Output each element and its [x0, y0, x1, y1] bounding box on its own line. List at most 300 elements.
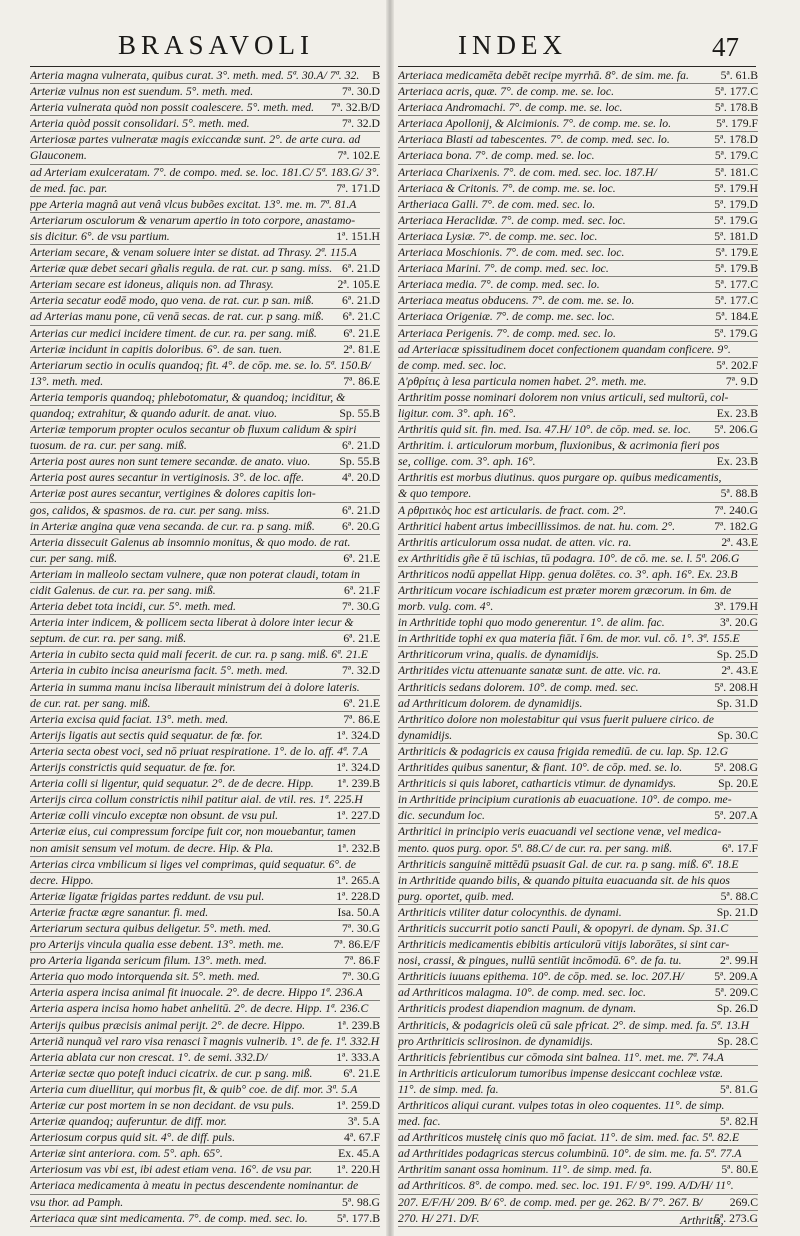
entry-reference: 2ª. 105.E: [334, 277, 380, 293]
entry-text: Arthritis articulorum ossa nudat. de atten. vic. ra.: [398, 535, 632, 549]
entry-reference: 7ª. 9.D: [723, 374, 758, 390]
index-entry-line: [30, 744, 380, 760]
entry-reference: 7ª. 32.B/D: [328, 100, 380, 116]
entry-text: in Arteriæ angina quæ vena secanda. de cur. ra. p sang. miß.: [30, 519, 315, 533]
index-entry-line: [30, 1082, 380, 1098]
index-entry-line: [398, 663, 758, 679]
entry-reference: 269.C: [727, 1195, 758, 1211]
entry-text: Arteriam secare est idoneus, aliquis non. ad Thrasy.: [30, 278, 274, 292]
entry-text: Arteriaca Perigenis. 7°. de comp. med. sec. lo.: [398, 326, 616, 340]
entry-text: Arteria colli si ligentur, quid sequatur. 2°. de de decre. Hipp.: [30, 777, 314, 791]
index-entry-line: [398, 889, 758, 905]
entry-text: vsu thor. ad Pamph.: [30, 1195, 124, 1209]
entry-reference: 6ª. 21.D: [339, 293, 380, 309]
index-column-right: [398, 68, 758, 1227]
entry-text: non amisit sensum vel motum. de decre. Hip. & Pla.: [30, 841, 274, 855]
index-entry-line: [398, 583, 758, 599]
index-entry-line: [398, 293, 758, 309]
index-entry-line: [398, 1195, 758, 1211]
entry-reference: 7ª. 240.G: [711, 503, 758, 519]
index-entry-line: [30, 985, 380, 1001]
index-entry-line: [398, 824, 758, 840]
entry-reference: 7ª. 32.D: [339, 116, 380, 132]
index-entry-line: [398, 599, 758, 615]
entry-text: Arthriticis iuuans epithema. 10°. de cōp. med. se. loc. 207.H/: [398, 970, 684, 984]
index-entry-line: [30, 631, 380, 647]
entry-text: Arthritis est morbus diutinus. quos purgare op. quibus medicamentis,: [398, 471, 722, 485]
index-entry-line: [30, 1195, 380, 1211]
entry-reference: 5ª. 179.F: [713, 116, 758, 132]
entry-text: Arteria in cubito incisa aneurisma facit. 5°. meth. med.: [30, 664, 288, 678]
entry-reference: 5ª. 178.D: [711, 132, 758, 148]
entry-text: A'ρθρίτις à lesa particula nomen habet. 2°. meth. me.: [398, 374, 647, 388]
entry-reference: 7ª. 86.E/F: [331, 937, 380, 953]
index-entry-line: [30, 358, 380, 374]
entry-text: Arteriæ ligatæ frigidas partes reddunt. de vsu pul.: [30, 889, 265, 903]
index-entry-line: [30, 374, 380, 390]
running-head-author: BRASAVOLI: [118, 30, 315, 60]
entry-text: med. fac.: [398, 1115, 441, 1129]
index-entry-line: [30, 293, 380, 309]
entry-text: Arteriaca media. 7°. de comp. med. sec. lo.: [398, 278, 600, 292]
entry-reference: 1ª. 333.A: [333, 1050, 380, 1066]
entry-text: ad Arthriticos malagma. 10°. de comp. med. sec. loc.: [398, 986, 646, 1000]
index-entry-line: [30, 486, 380, 502]
index-entry-line: [398, 631, 758, 647]
index-entry-line: [30, 342, 380, 358]
index-entry-line: [30, 857, 380, 873]
entry-reference: 6ª. 21.E: [340, 696, 380, 712]
index-entry-line: [30, 1098, 380, 1114]
index-entry-line: [398, 873, 758, 889]
entry-text: Arteriæ eius, cui compressum forcipe fuit cor, non mouebantur, tamen: [30, 825, 356, 839]
entry-text: Arteriaca Origeniæ. 7°. de comp. me. sec. loc.: [398, 310, 615, 324]
entry-reference: 5ª. 82.H: [717, 1114, 758, 1130]
entry-text: quandoq; extrahitur, & quando adurit. de anat. viuo.: [30, 406, 278, 420]
entry-reference: 1ª. 151.H: [333, 229, 380, 245]
entry-text: Arteriam in malleolo sectam vulnere, quæ non poterat claudi, totam in: [30, 567, 361, 581]
index-entry-line: [30, 599, 380, 615]
entry-reference: Ex. 23.B: [714, 406, 758, 422]
index-entry-line: [398, 470, 758, 486]
index-entry-line: [398, 921, 758, 937]
index-entry-line: [398, 760, 758, 776]
index-entry-line: [398, 937, 758, 953]
entry-reference: 1ª. 220.H: [333, 1162, 380, 1178]
index-entry-line: [398, 197, 758, 213]
entry-text: Arthriticos nodū appellat Hipp. genua dolētes. co. 3°. aph. 16°. Ex. 23.B: [398, 567, 738, 581]
entry-text: septum. de cur. ra. per sang. miß.: [30, 632, 187, 646]
entry-reference: Sp. 55.B: [336, 454, 380, 470]
index-entry-line: [398, 551, 758, 567]
index-entry-line: [398, 1114, 758, 1130]
entry-text: Arteria quòd possit consolidari. 5°. meth. med.: [30, 117, 250, 131]
index-entry-line: [30, 760, 380, 776]
entry-text: ad Arthritides podagricas stercus columbinū. 10°. de sim. me. fa. 5ª. 77.A: [398, 1147, 742, 1161]
entry-reference: 6ª. 21.C: [340, 309, 380, 325]
index-entry-line: [398, 712, 758, 728]
index-entry-line: [30, 905, 380, 921]
page-gutter: [386, 0, 394, 1236]
entry-text: Arteriosæ partes vulneratæ magis exiccandæ sunt. 2°. de arte cura. ad: [30, 133, 361, 147]
entry-reference: Ex. 45.A: [335, 1146, 380, 1162]
entry-text: Arteria in summa manu incisa liberauit ministrum dei à dolore lateris.: [30, 680, 360, 694]
index-entry-line: [30, 889, 380, 905]
index-entry-line: [30, 519, 380, 535]
entry-text: Arteriaca acris, quæ. 7°. de comp. me. se. loc.: [398, 85, 614, 99]
index-entry-line: [30, 567, 380, 583]
entry-reference: 7ª. 102.E: [334, 148, 380, 164]
entry-text: Arteria secatur eodē modo, quo vena. de rat. cur. p san. miß.: [30, 294, 315, 308]
entry-text: mento. quos purg. opor. 5ª. 88.C/ de cur. ra. per sang. miß.: [398, 841, 673, 855]
entry-text: Arteria post aures non sunt temere secandæ. de anato. viuo.: [30, 455, 311, 469]
entry-text: Artheriaca Galli. 7°. de com. med. sec. lo.: [398, 197, 596, 211]
entry-reference: 5ª. 179.G: [711, 213, 758, 229]
entry-text: 13°. meth. med.: [30, 374, 104, 388]
entry-text: pro Arterijs vincula qualia esse debent. 13°. meth. me.: [30, 938, 284, 952]
entry-text: Arteria temporis quandoq; phlebotomatur, & quandoq; inciditur, &: [30, 390, 346, 404]
index-entry-line: [398, 503, 758, 519]
entry-reference: 5ª. 61.B: [718, 68, 758, 84]
index-entry-line: [30, 1050, 380, 1066]
entry-text: decre. Hippo.: [30, 873, 94, 887]
entry-text: Arthriticorum vrina, qualis. de dynamidijs.: [398, 648, 599, 662]
entry-text: Arterias cur medici incidere timent. de cur. ra. per sang. miß.: [30, 326, 317, 340]
entry-reference: 7ª. 182.G: [711, 519, 758, 535]
entry-text: Arteriaca Charixenis. 7°. de com. med. sec. loc. 187.H/: [398, 165, 657, 179]
entry-reference: 5ª. 206.G: [711, 422, 758, 438]
entry-text: Arthriticum vocare ischiadicum est præter morem græcorum. in 6m. de: [398, 584, 732, 597]
index-entry-line: [30, 100, 380, 116]
entry-text: Arteria ablata cur non crescat. 1°. de semi. 332.D/: [30, 1050, 268, 1064]
entry-text: Arteria magna vulnerata, quibus curat. 3°. meth. med. 5ª. 30.A/ 7ª. 32.: [30, 69, 360, 82]
entry-text: ad Arteriam exulceratam. 7°. de compo. med. se. loc. 181.C/ 5ª. 183.G/ 3°.: [30, 165, 380, 179]
entry-text: Arteriæ colli vinculo exceptæ non obsunt. de vsu pul.: [30, 809, 278, 823]
entry-text: Arteriosum corpus quid sit. 4°. de diff. puls.: [30, 1131, 235, 1145]
entry-reference: 2ª. 43.E: [718, 535, 758, 551]
entry-text: Arteriæ sectæ quo poteſt induci cicatrix. de cur. p sang. miß.: [30, 1066, 313, 1080]
index-entry-line: [30, 1211, 380, 1227]
entry-reference: 5ª. 177.C: [712, 293, 758, 309]
entry-reference: 5ª. 179.C: [712, 148, 758, 164]
entry-text: Arthriticis prodest diapendion magnum. de dynam.: [398, 1002, 637, 1016]
entry-text: Arteriaca meatus obducens. 7°. de com. me. se. lo.: [398, 294, 635, 308]
entry-text: gos, calidos, & spasmos. de ra. cur. per sang. miss.: [30, 503, 270, 517]
entry-text: Arthriticis succurrit potio sancti Pauli, & opopyri. de dynam. Sp. 31.C: [398, 921, 729, 935]
index-entry-line: [30, 1034, 380, 1050]
index-entry-line: [398, 1130, 758, 1146]
index-entry-line: [30, 680, 380, 696]
entry-text: Arteriæ quæ debet secari gñalis regula. de rat. cur. p sang. miss.: [30, 262, 333, 276]
entry-reference: 1ª. 228.D: [333, 889, 380, 905]
entry-text: ligitur. com. 3°. aph. 16°.: [398, 406, 517, 420]
entry-reference: Sp. 26.D: [714, 1001, 758, 1017]
entry-text: in Arthriticis articulorum tumoribus impense desiccant cochleæ vstæ.: [398, 1066, 724, 1080]
index-entry-line: [398, 969, 758, 985]
running-head-title: INDEX: [458, 30, 567, 60]
header-rule-left: [30, 66, 380, 67]
index-entry-line: [398, 1098, 758, 1114]
entry-text: Arthritim sanant ossa hominum. 11°. de simp. med. fa.: [398, 1163, 653, 1177]
entry-reference: 4ª. 67.F: [341, 1130, 380, 1146]
index-entry-line: [30, 1162, 380, 1178]
entry-text: Arteriæ cur post mortem in se non decidant. de vsu puls.: [30, 1099, 295, 1112]
index-entry-line: [398, 132, 758, 148]
index-entry-line: [398, 100, 758, 116]
index-entry-line: [30, 229, 380, 245]
entry-reference: 5ª. 209.A: [711, 969, 758, 985]
index-entry-line: [30, 953, 380, 969]
index-entry-line: [398, 841, 758, 857]
entry-text: ex Arthritidis gñe ē tū ischias, tū podagra. 10°. de cō. me. se. l. 5ª. 206.G: [398, 551, 740, 565]
entry-text: Arthritides victu attenuante sanatæ sunt. de atte. vic. ra.: [398, 664, 661, 678]
entry-reference: 1ª. 324.D: [333, 728, 380, 744]
index-entry-line: [398, 985, 758, 1001]
entry-reference: 6ª. 21.F: [341, 583, 380, 599]
entry-text: Arteria debet tota incidi, cur. 5°. meth. med.: [30, 600, 236, 614]
index-entry-line: [30, 841, 380, 857]
index-entry-line: [30, 696, 380, 712]
entry-reference: 5ª. 273.G: [711, 1211, 758, 1227]
entry-text: Arteriæ quandoq; auferuntur. de diff. mor.: [30, 1115, 227, 1129]
index-entry-line: [30, 937, 380, 953]
entry-text: cur. per sang. miß.: [30, 551, 118, 565]
index-entry-line: [30, 116, 380, 132]
index-entry-line: [398, 1178, 758, 1194]
entry-text: Arthritici in principio veris euacuandi vel sectione venæ, vel medica-: [398, 825, 722, 839]
index-entry-line: [30, 535, 380, 551]
index-entry-line: [398, 454, 758, 470]
entry-text: 11°. de simp. med. fa.: [398, 1082, 499, 1096]
entry-reference: 2ª. 81.E: [340, 342, 380, 358]
index-entry-line: [398, 744, 758, 760]
index-entry-line: [30, 165, 380, 181]
entry-reference: 5ª. 177.B: [334, 1211, 380, 1227]
index-entry-line: [30, 422, 380, 438]
index-entry-line: [30, 213, 380, 229]
index-entry-line: [398, 84, 758, 100]
entry-text: Arteriæ temporum propter oculos secantur ob fluxum calidum & spiri: [30, 423, 357, 437]
index-entry-line: [398, 326, 758, 342]
entry-text: ad Arthriticos musteɫę cinis quo mō faciat. 11°. de sim. med. fac. 5ª. 82.E: [398, 1131, 740, 1145]
entry-reference: 1ª. 239.B: [334, 1018, 380, 1034]
index-entry-line: [30, 406, 380, 422]
index-entry-line: [30, 583, 380, 599]
index-entry-line: [398, 181, 758, 197]
index-entry-line: [398, 1082, 758, 1098]
index-entry-line: [30, 615, 380, 631]
entry-text: Arthriticis vtiliter datur colocynthis. de dynami.: [398, 905, 622, 919]
index-entry-line: [398, 615, 758, 631]
index-entry-line: [30, 132, 380, 148]
index-entry-line: [398, 342, 758, 358]
index-entry-line: [398, 647, 758, 663]
entry-text: dynamidijs.: [398, 728, 453, 742]
entry-reference: 1ª. 232.B: [334, 841, 380, 857]
entry-text: Arthritis quid sit. fin. med. Isa. 47.H/ 10°. de cōp. med. se. loc.: [398, 423, 691, 437]
entry-text: Arteria aspera incisa homo habet anhelitū. 2°. de decre. Hipp. 1ª. 236.C: [30, 1002, 369, 1016]
index-entry-line: [398, 776, 758, 792]
index-entry-line: [398, 1146, 758, 1162]
entry-text: Arterias circa vmbilicum si liges vel comprimas, quid sequatur. 6°. de: [30, 857, 356, 871]
entry-text: in Arthritide tophi quo modo generentur. 1°. de alim. fac.: [398, 616, 665, 630]
entry-reference: 5ª. 181.C: [712, 165, 758, 181]
entry-text: Arteriæ incidunt in capitis doloribus. 6°. de san. tuen.: [30, 342, 283, 356]
entry-text: Arterijs circa collum constrictis nihil patitur aial. de vtil. res. 1ª. 225.H: [30, 793, 363, 807]
entry-text: nosi, crassi, & pingues, nullū sentiūt incōmodū. 6°. de fa. tu.: [398, 954, 682, 968]
index-entry-line: [398, 680, 758, 696]
entry-text: Arthriticis & podagricis ex causa frigida remediū. de cu. lap. Sp. 12.G: [398, 744, 729, 758]
index-entry-line: [398, 792, 758, 808]
entry-text: Arteria aspera incisa animal fit inuocale. 2°. de decre. Hippo 1ª. 236.A: [30, 986, 363, 1000]
entry-reference: 5ª. 179.H: [711, 181, 758, 197]
index-entry-line: [30, 503, 380, 519]
index-entry-line: [398, 277, 758, 293]
entry-reference: 7ª. 30.G: [339, 969, 380, 985]
entry-text: Arteriarum sectura quibus deligetur. 5°. meth. med.: [30, 921, 271, 935]
entry-reference: 6ª. 21.E: [340, 326, 380, 342]
entry-reference: 7ª. 86.F: [341, 953, 380, 969]
index-entry-line: [30, 712, 380, 728]
entry-text: Arteriosum vas vbi est, ibi adest etiam vena. 16°. de vsu par.: [30, 1163, 313, 1177]
entry-text: Arteriaca quæ sint medicamenta. 7°. de comp. med. sec. lo.: [30, 1211, 308, 1225]
index-entry-line: [30, 1178, 380, 1194]
index-entry-line: [398, 1034, 758, 1050]
index-entry-line: [398, 116, 758, 132]
index-entry-line: [30, 1018, 380, 1034]
entry-text: Arteriaca Heraclidæ. 7°. de comp. med. sec. loc.: [398, 213, 626, 227]
entry-text: Arteriaca Andromachi. 7°. de comp. me. se. loc.: [398, 101, 623, 115]
index-entry-line: [30, 390, 380, 406]
index-entry-line: [30, 261, 380, 277]
entry-reference: 5ª. 80.E: [718, 1162, 758, 1178]
entry-text: ad Arterias manu pone, cū venā secas. de rat. cur. p sang. miß.: [30, 310, 324, 324]
index-entry-line: [30, 873, 380, 889]
index-entry-line: [398, 953, 758, 969]
index-entry-line: [398, 1018, 758, 1034]
entry-text: Arthritici habent artus imbecillissimos. de nat. hu. com. 2°.: [398, 519, 676, 533]
entry-text: Arteria secta obest voci, sed nō priuat respiratione. 1°. de lo. aff. 4ª. 7.A: [30, 744, 368, 758]
entry-text: Arthritides quibus sanentur, & fiant. 10°. de cōp. med. se. lo.: [398, 761, 683, 775]
entry-reference: 1ª. 259.D: [333, 1098, 380, 1114]
index-entry-line: [30, 1066, 380, 1082]
index-entry-line: [30, 776, 380, 792]
index-entry-line: [398, 905, 758, 921]
entry-text: cidit Galenus. de cur. ra. per sang. miß.: [30, 584, 216, 597]
entry-text: Glauconem.: [30, 149, 87, 163]
index-entry-line: [30, 84, 380, 100]
index-entry-line: [398, 165, 758, 181]
index-entry-line: [398, 422, 758, 438]
entry-reference: 5ª. 208.H: [711, 680, 758, 696]
entry-reference: 1ª. 324.D: [333, 760, 380, 776]
index-entry-line: [398, 390, 758, 406]
entry-text: tuosum. de ra. cur. per sang. miß.: [30, 439, 187, 453]
entry-reference: B: [369, 68, 380, 84]
entry-reference: 5ª. 209.C: [712, 985, 758, 1001]
index-entry-line: [30, 647, 380, 663]
entry-reference: 4ª. 20.D: [339, 470, 380, 486]
entry-text: Arteriaca Apollonij, & Alcimionis. 7°. de comp. me. se. lo.: [398, 117, 672, 131]
entry-text: A ρθριτικὸς hoc est articularis. de fract. com. 2°.: [398, 503, 627, 517]
entry-text: Arterijs constrictis quid sequatur. de fœ. for.: [30, 761, 236, 775]
entry-reference: 3ª. 5.A: [345, 1114, 380, 1130]
entry-text: Arteria in cubito secta quid mali fecerit. de cur. ra. p sang. miß. 6ª. 21.E: [30, 648, 368, 662]
entry-reference: 7ª. 32.D: [339, 663, 380, 679]
entry-reference: 5ª. 178.B: [712, 100, 758, 116]
entry-reference: 1ª. 265.A: [333, 873, 380, 889]
entry-text: Arteriæ fractæ ægre sanantur. fi. med.: [30, 905, 209, 919]
entry-text: Arthriticis medicamentis ebibitis articulorū vitijs laborātes, si sint car-: [398, 938, 730, 952]
entry-text: se, collige. com. 3°. aph. 16°.: [398, 455, 536, 469]
entry-text: Arteriaca Lysiæ. 7°. de comp. me. sec. loc.: [398, 229, 598, 243]
entry-reference: 7ª. 30.G: [339, 599, 380, 615]
index-entry-line: [30, 309, 380, 325]
index-entry-line: [398, 535, 758, 551]
index-entry-line: [398, 1162, 758, 1178]
index-entry-line: [30, 969, 380, 985]
entry-text: ad Arthriticum dolorem. de dynamidijs.: [398, 696, 583, 710]
index-entry-line: [398, 406, 758, 422]
entry-text: Arteriarum osculorum & venarum apertio in toto corpore, anastamo-: [30, 213, 356, 227]
entry-reference: 1ª. 239.B: [334, 776, 380, 792]
index-entry-line: [30, 921, 380, 937]
entry-reference: Sp. 28.C: [714, 1034, 758, 1050]
index-entry-line: [30, 824, 380, 840]
entry-text: Arthriticis sedans dolorem. 10°. de comp. med. sec.: [398, 680, 639, 694]
index-entry-line: [30, 245, 380, 261]
entry-reference: 5ª. 88.B: [718, 486, 758, 502]
entry-reference: 2ª. 43.E: [718, 663, 758, 679]
entry-reference: Sp. 20.E: [715, 776, 758, 792]
entry-reference: 6ª. 21.D: [339, 261, 380, 277]
index-entry-line: [30, 1130, 380, 1146]
entry-text: Arteriaca Marini. 7°. de comp. med. sec. loc.: [398, 262, 609, 276]
entry-text: de cur. rat. per sang. miß.: [30, 696, 151, 710]
entry-reference: Isa. 50.A: [334, 905, 380, 921]
index-entry-line: [398, 358, 758, 374]
entry-text: dic. secundum loc.: [398, 809, 485, 823]
entry-reference: 6ª. 20.G: [339, 519, 380, 535]
index-entry-line: [30, 470, 380, 486]
entry-text: Arteria inter indicem, & pollicem secta liberat à dolore inter iecur &: [30, 616, 354, 630]
entry-text: Arteria cum diuellitur, qui morbus fit, & quib° coe. de dif. mor. 3ª. 5.A: [30, 1082, 358, 1096]
entry-text: Arteriaca Blasti ad tabescentes. 7°. de comp. med. sec. lo.: [398, 133, 670, 147]
entry-text: in Arthritide tophi ex qua materia fiāt. ĭ 6m. de mor. vul. cō. 1°. 3ª. 155.E: [398, 632, 740, 646]
entry-text: Arterijs ligatis aut sectis quid sequatur. de fœ. for.: [30, 728, 263, 742]
entry-text: Arteriaca medicamēta debēt recipe myrrhā. 8°. de sim. me. fa.: [398, 69, 689, 82]
index-entry-line: [398, 808, 758, 824]
entry-text: 207. E/F/H/ 209. B/ 6°. de comp. med. per ge. 262. B/ 7°. 267. B/: [398, 1195, 703, 1209]
index-entry-line: [30, 1114, 380, 1130]
index-entry-line: [398, 486, 758, 502]
entry-text: Arthriticis sanguinē mittēdū psuasit Gal. de cur. ra. p sang. miß. 6ª. 18.E: [398, 857, 739, 871]
entry-text: Arthriticos aliqui curant. vulpes totas in oleo coquentes. 11°. de simp.: [398, 1099, 725, 1112]
index-entry-line: [398, 229, 758, 245]
index-entry-line: [30, 792, 380, 808]
index-entry-line: [398, 1001, 758, 1017]
entry-reference: 5ª. 181.D: [711, 229, 758, 245]
entry-text: Arteria vulnerata quòd non possit coalescere. 5°. meth. med.: [30, 101, 315, 115]
entry-text: in Arthritide principium curationis ab euacuatione. 10°. de compo. me-: [398, 793, 732, 807]
entry-reference: 5ª. 179.B: [712, 261, 758, 277]
entry-reference: 6ª. 21.D: [339, 438, 380, 454]
entry-reference: 1ª. 227.D: [333, 808, 380, 824]
entry-text: Arteria post aures secantur in vertiginosis. 3°. de loc. affe.: [30, 471, 304, 485]
entry-text: Arteria dissecuit Galenus ab insomnio monitus, & quo modo. de rat.: [30, 535, 351, 549]
index-entry-line: [30, 68, 380, 84]
entry-reference: 5ª. 81.G: [717, 1082, 758, 1098]
